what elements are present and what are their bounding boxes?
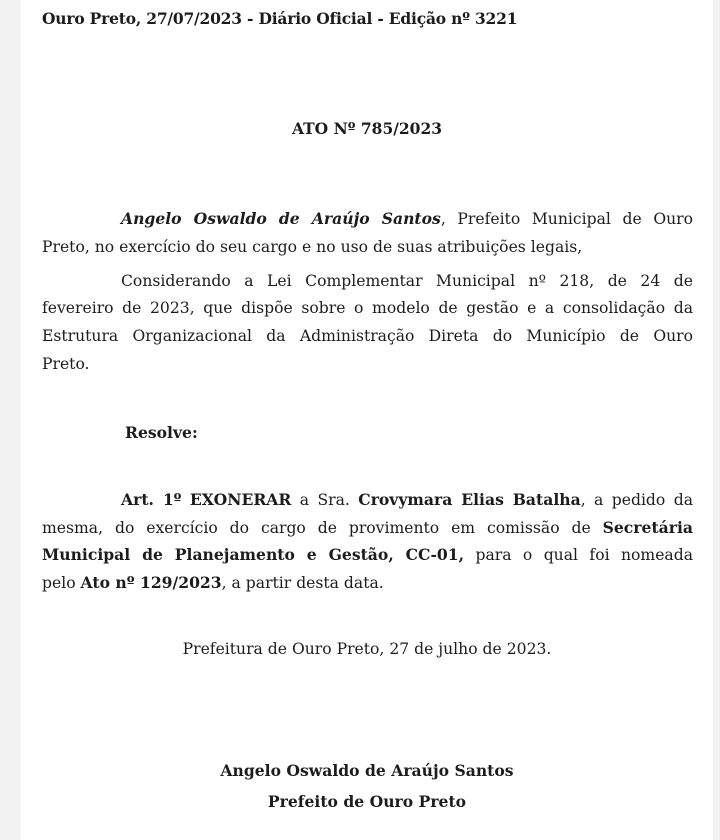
right-margin (713, 0, 720, 840)
mayor-name: Angelo Oswaldo de Araújo Santos (121, 209, 441, 228)
article-line-4-rest: , a partir desta data. (221, 574, 384, 592)
intro-line-2: Preto, no exercício do seu cargo e no uso de suas atribuições legais, (42, 238, 583, 256)
article-label: Art. 1º (121, 490, 182, 509)
place-date: Prefeitura de Ouro Preto, 27 de julho de 2023. (182, 640, 552, 658)
considering-line-1: Considerando a Lei Complementar Municipal nº 218, de 24 de (121, 272, 693, 290)
article-line-1 (121, 490, 693, 510)
considering-line-3: Estrutura Organizacional da Administração Direta do Município de Ouro (42, 327, 693, 345)
intro-line-1-rest: , Prefeito Municipal de Ouro (440, 210, 693, 228)
position-title-part-1: Secretária (602, 518, 693, 537)
document-page (21, 0, 713, 840)
considering-line-4: Preto. (42, 355, 90, 373)
gazette-header: Ouro Preto, 27/07/2023 - Diário Oficial - Edição nº 3221 (42, 9, 518, 28)
act-reference: Ato nº 129/2023 (80, 573, 222, 592)
article-line-1-rest: , a pedido da (580, 491, 693, 509)
article-line-3 (42, 545, 693, 565)
article-a-sra: a Sra. (291, 491, 359, 509)
article-line-4-start: pelo (42, 574, 81, 592)
considering-line-2: fevereiro de 2023, que dispõe sobre o modelo de gestão e a consolidação da (42, 299, 693, 317)
article-line-3-rest: para o qual foi nomeada (464, 546, 693, 564)
article-line-2 (42, 518, 693, 538)
person-name: Crovymara Elias Batalha (358, 490, 581, 509)
article-line-4 (42, 573, 384, 593)
act-title: ATO Nº 785/2023 (291, 119, 443, 138)
article-action: EXONERAR (189, 490, 292, 509)
signature-name: Angelo Oswaldo de Araújo Santos (220, 761, 514, 780)
position-title-part-2: Municipal de Planejamento e Gestão, CC-01, (42, 545, 465, 564)
article-line-2-text: mesma, do exercício do cargo de provimento em comissão de (42, 519, 603, 537)
signature-role: Prefeito de Ouro Preto (267, 792, 467, 811)
intro-line-1 (121, 209, 693, 229)
resolve-label: Resolve: (125, 423, 198, 442)
